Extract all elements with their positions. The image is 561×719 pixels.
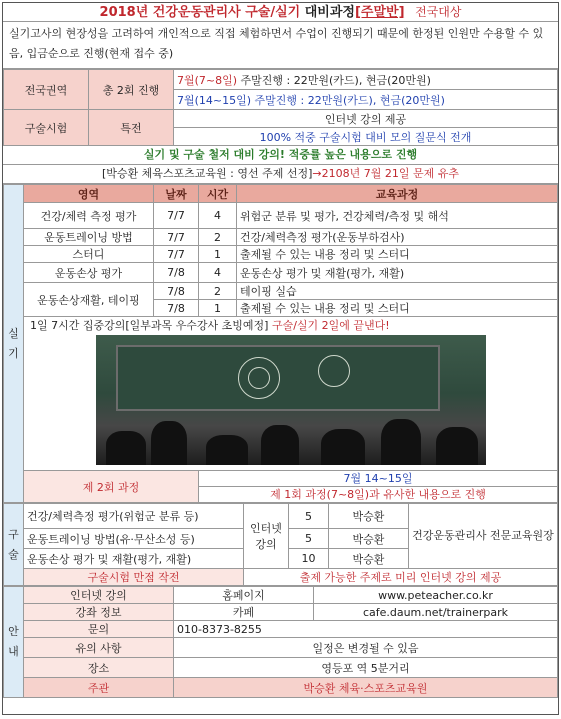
- info-table: [3, 586, 558, 698]
- intro-text: 실기고사의 현장성을 고려하여 개인적으로 직접 체험하면서 수업이 진행되기 때문에 한정된 인원만 수용할 수 있음, 입금순으로 진행(현재 접수 중): [3, 22, 558, 69]
- table-row-hours: 1: [199, 300, 237, 317]
- students: [96, 405, 486, 465]
- instructor-title: 건강운동관리사 전문교육원장: [409, 504, 558, 569]
- info-label: 인터넷 강의: [24, 587, 174, 604]
- feature-label: 특전: [89, 110, 174, 146]
- table-row-course: 출제될 수 있는 내용 정리 및 스터디: [237, 246, 558, 263]
- oral-row-area: 운동트레이닝 방법(유·무산소성 등): [24, 529, 244, 549]
- oral-label: 구술시험: [4, 110, 89, 146]
- table-row-date: 7/7: [154, 229, 199, 246]
- table-row-hours: 1: [199, 246, 237, 263]
- col-area: 영역: [24, 185, 154, 203]
- class-note-text: 1일 7시간 집중강의[일부과목 우수강사 초빙예정]: [30, 319, 269, 332]
- region-label: 전국권역: [4, 70, 89, 110]
- schedule-table: [3, 69, 558, 146]
- schedule-date-1: 7월(7~8일): [177, 73, 238, 87]
- schedule-text-2: 주말진행 : 22만원(카드), 현금(20만원): [251, 93, 445, 107]
- chalkboard: [116, 345, 440, 411]
- page-title: [3, 3, 558, 22]
- contact-value: 010-8373-8255: [174, 621, 558, 638]
- info-key: 홈페이지: [174, 587, 314, 604]
- second-session-desc: 제 1회 과정(7~8일)과 유사한 내용으로 진행: [270, 488, 486, 501]
- oral-row-hours: 5: [289, 529, 329, 549]
- info-label: 강좌 정보: [24, 604, 174, 621]
- table-row-hours: 4: [199, 203, 237, 229]
- table-row-course: 운동손상 평가 및 재활(평가, 재활): [237, 263, 558, 283]
- oral-row-area: 건강/체력측정 평가(위험군 분류 등): [24, 504, 244, 529]
- oral-footer-right: 출제 가능한 주제로 미리 인터넷 강의 제공: [244, 569, 558, 586]
- table-row-course: 테이핑 실습: [237, 283, 558, 300]
- place-value: 영등포 역 5분거리: [174, 658, 558, 678]
- table-row-date: 7/8: [154, 283, 199, 300]
- host-value: 박승환 체육·스포츠교육원: [174, 678, 558, 698]
- banner-2-forecast: →2108년 7월 21일 문제 유추: [312, 167, 459, 180]
- table-row-area: 스터디: [24, 246, 154, 263]
- oral-type: 인터넷 강의: [244, 504, 289, 569]
- table-row-hours: 4: [199, 263, 237, 283]
- session-label: 총 2회 진행: [89, 70, 174, 110]
- oral-table: [3, 503, 558, 586]
- feature-2: 100% 적중 구술시험 대비 모의 질문식 전개: [174, 128, 558, 146]
- classroom-photo: [96, 335, 486, 465]
- title-region: 전국대상: [415, 5, 462, 19]
- second-session-info: [199, 471, 558, 503]
- oral-row-instructor: 박승환: [329, 549, 409, 569]
- oral-row-area: 운동손상 평가 및 재활(평가, 재활): [24, 549, 244, 569]
- table-row-hours: 2: [199, 283, 237, 300]
- host-label: 주관: [24, 678, 174, 698]
- schedule-text-1: 주말진행 : 22만원(카드), 현금(20만원): [237, 73, 431, 87]
- banner-2: [3, 165, 558, 184]
- table-row-hours: 2: [199, 229, 237, 246]
- cafe-link[interactable]: cafe.daum.net/trainerpark: [314, 604, 558, 621]
- info-side-label: 안내: [4, 587, 24, 698]
- notice-label: 유의 사항: [24, 638, 174, 658]
- col-course: 교육과정: [237, 185, 558, 203]
- table-row-area: 운동트레이닝 방법: [24, 229, 154, 246]
- class-note: [30, 319, 557, 333]
- table-row-date: 7/8: [154, 263, 199, 283]
- feature-1: 인터넷 강의 제공: [174, 110, 558, 128]
- table-row-date: 7/7: [154, 246, 199, 263]
- table-row-course: 건강/체력측정 평가(운동부하검사): [237, 229, 558, 246]
- practical-side-label: 실기: [4, 185, 24, 503]
- table-row-area: 운동손상재활, 테이핑: [24, 283, 154, 317]
- oral-side-label: 구술: [4, 504, 24, 586]
- table-row-date: 7/7: [154, 203, 199, 229]
- oral-footer-left: 구술시험 만점 작전: [24, 569, 244, 586]
- second-session-date: 7월 14~15일: [199, 471, 557, 487]
- table-row-course: 출제될 수 있는 내용 정리 및 스터디: [237, 300, 558, 317]
- place-label: 장소: [24, 658, 174, 678]
- banner-2-source: [박승환 체육스포츠교육원 : 영선 주제 선정]: [102, 167, 313, 180]
- title-tag: [주말반]: [354, 5, 405, 20]
- second-session-label: 제 2회 과정: [24, 471, 199, 503]
- oral-row-instructor: 박승환: [329, 529, 409, 549]
- title-main: 2018년 건강운동관리사 구술/실기: [99, 5, 301, 20]
- schedule-date-2: 7월(14~15일): [177, 93, 252, 107]
- photo-cell: [24, 317, 558, 471]
- flyer: [2, 2, 559, 715]
- notice-value: 일정은 변경될 수 있음: [174, 638, 558, 658]
- table-row-area: 건강/체력 측정 평가: [24, 203, 154, 229]
- col-hours: 시간: [199, 185, 237, 203]
- oral-row-hours: 10: [289, 549, 329, 569]
- banner-1: 실기 및 구술 철저 대비 강의! 적중률 높은 내용으로 진행: [3, 146, 558, 165]
- homepage-link[interactable]: www.peteacher.co.kr: [314, 587, 558, 604]
- oral-row-instructor: 박승환: [329, 504, 409, 529]
- schedule-row-1: [174, 70, 558, 90]
- col-date: 날짜: [154, 185, 199, 203]
- table-row-course: 위험군 분류 및 평가, 건강체력/측정 및 해석: [237, 203, 558, 229]
- oral-row-hours: 5: [289, 504, 329, 529]
- contact-label: 문의: [24, 621, 174, 638]
- class-note-highlight: 구술/실기 2일에 끝낸다!: [268, 319, 390, 332]
- info-key: 카페: [174, 604, 314, 621]
- schedule-row-2: [174, 90, 558, 110]
- table-row-date: 7/8: [154, 300, 199, 317]
- practical-table: [3, 184, 558, 503]
- table-row-area: 운동손상 평가: [24, 263, 154, 283]
- title-course: 대비과정: [304, 5, 355, 20]
